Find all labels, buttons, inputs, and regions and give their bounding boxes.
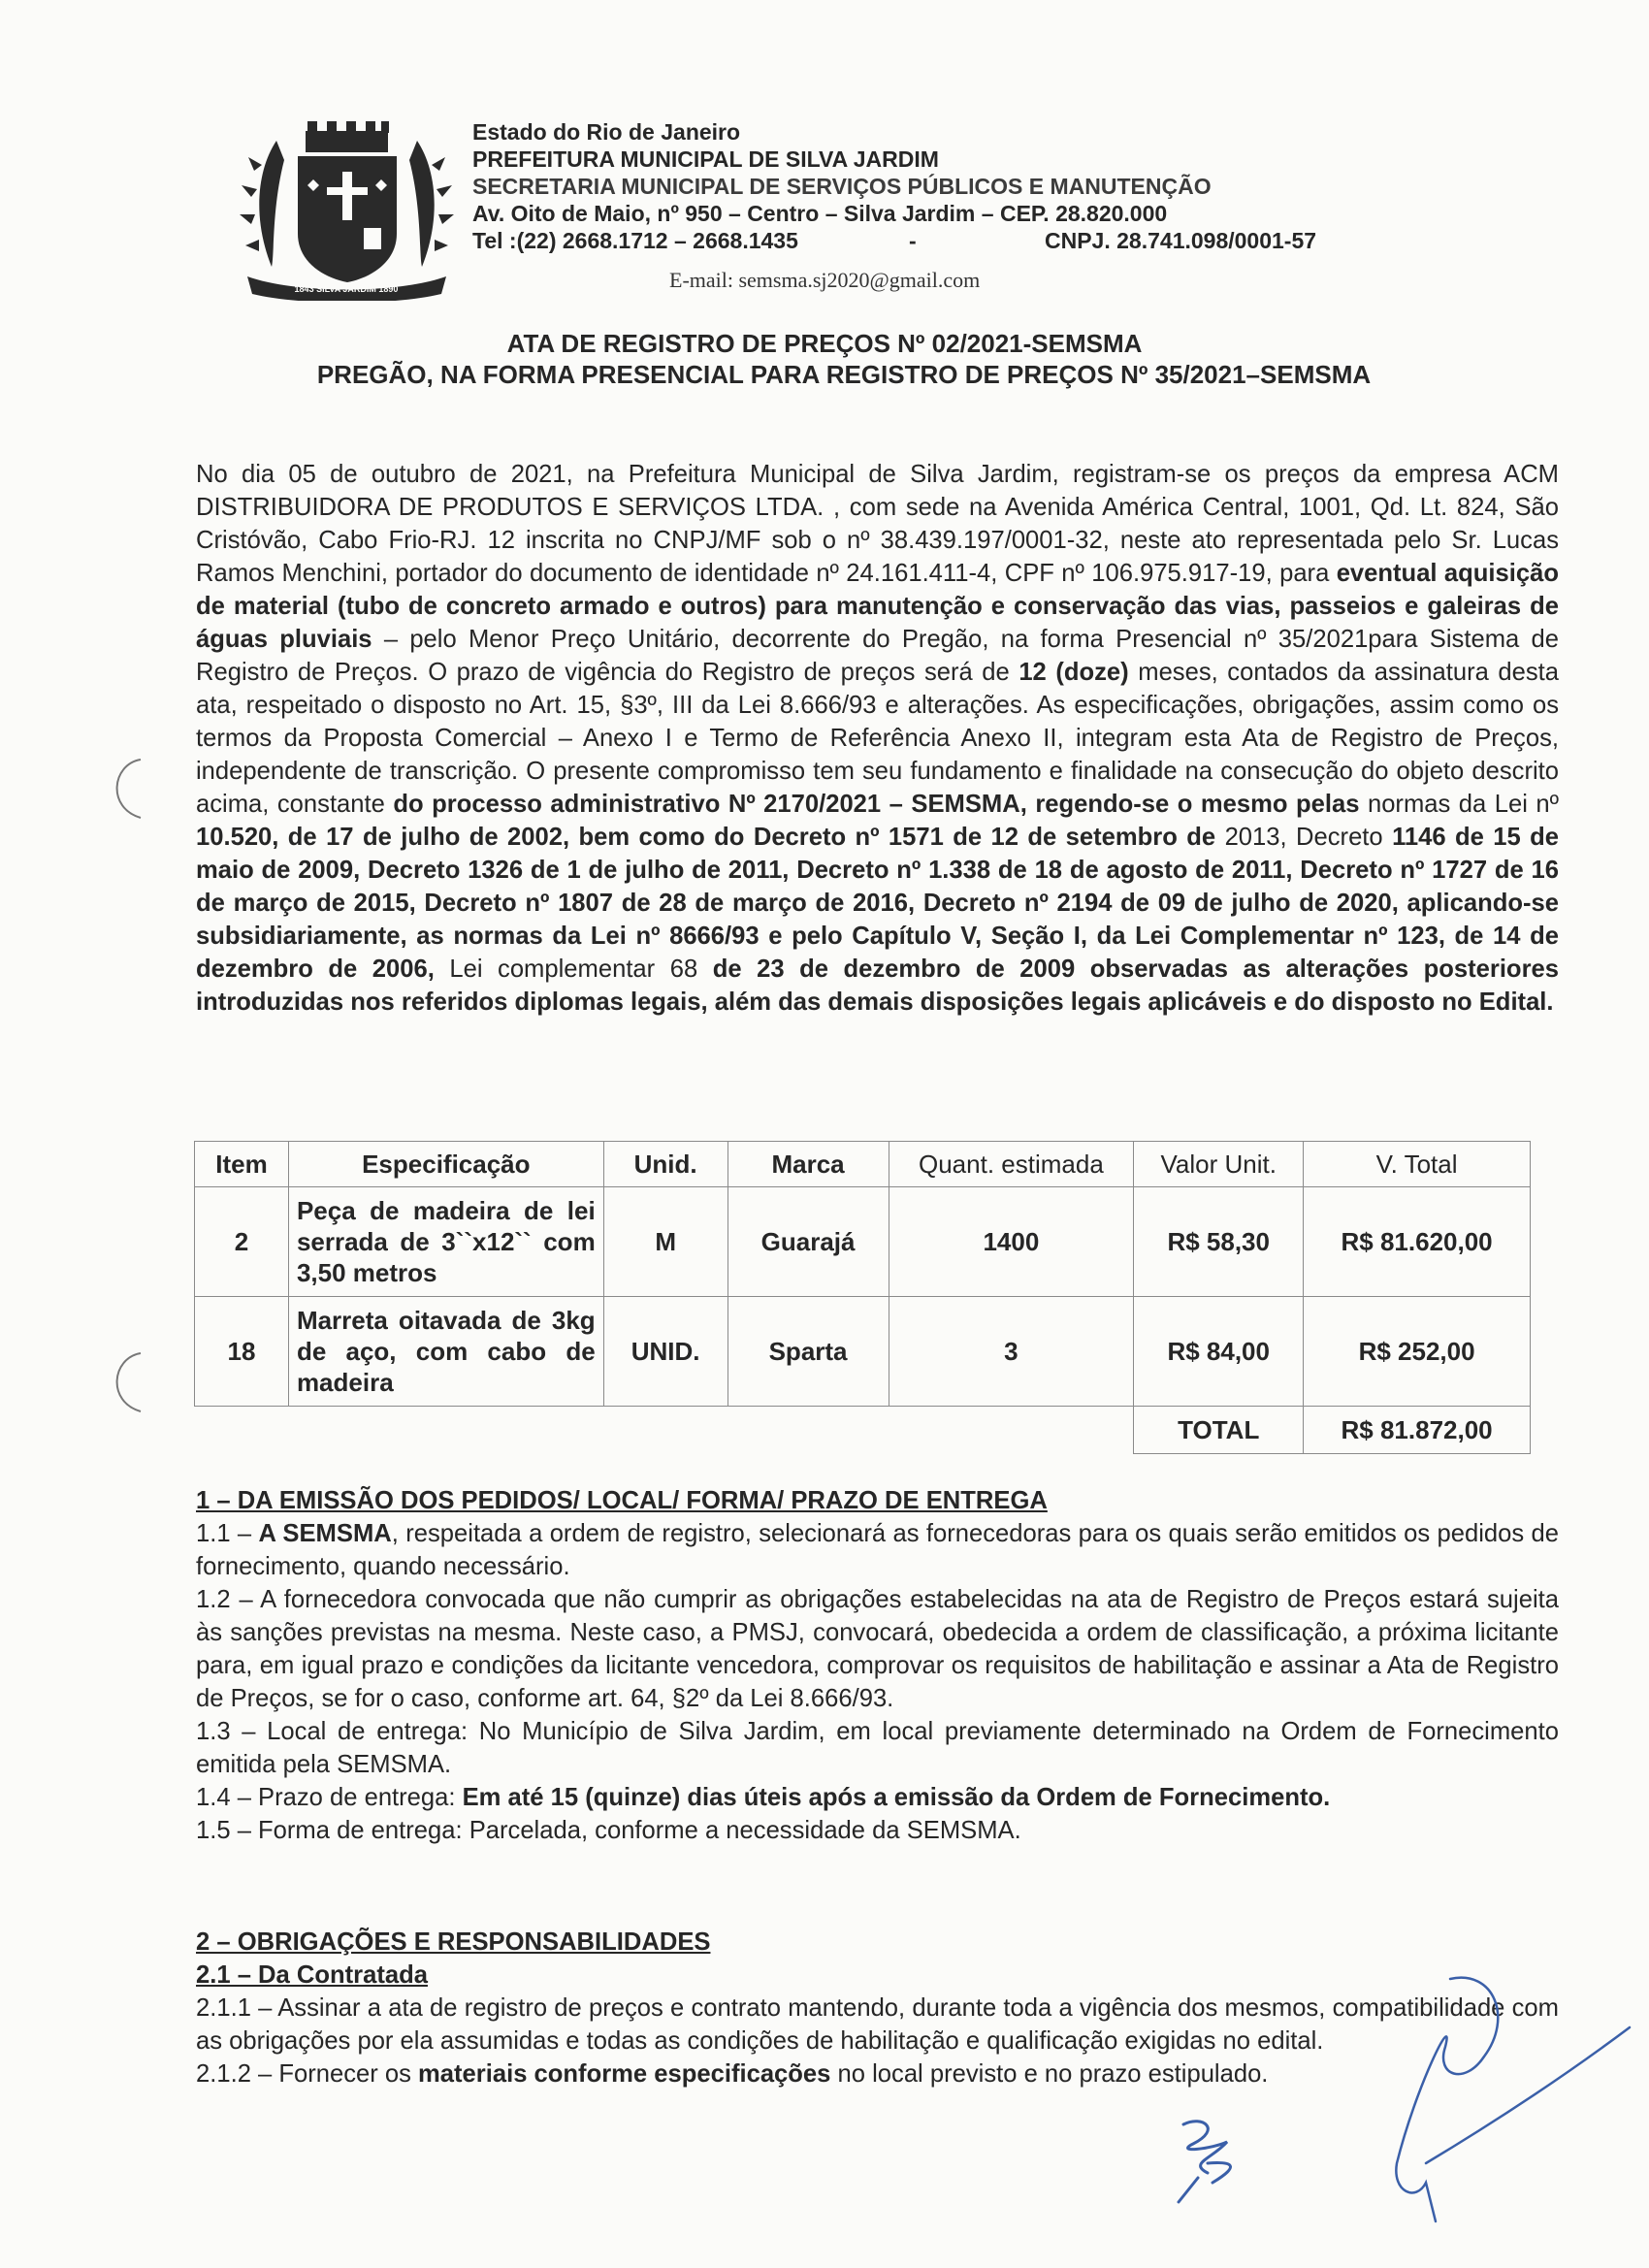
header-secretaria: SECRETARIA MUNICIPAL DE SERVIÇOS PÚBLICOS E MANUTENÇÃO: [472, 174, 1212, 199]
section-2-heading: 2 – OBRIGAÇÕES E RESPONSABILIDADES: [196, 1928, 711, 1956]
cell-brand: Guarajá: [728, 1187, 889, 1297]
signature-main: [1358, 1969, 1639, 2241]
section-2-subheading: 2.1 – Da Contratada: [196, 1961, 428, 1989]
table-row: [195, 1297, 1531, 1407]
intro-bold-2: 12 (doze): [1018, 659, 1129, 686]
header-contact-row: [472, 227, 1442, 254]
col-header-brand: Marca: [728, 1142, 889, 1187]
cell-total: R$ 252,00: [1304, 1297, 1531, 1407]
intro-text-3: meses, contados da assinatura desta ata, respeitado o disposto no Art. 15, §3º, III da Lei 8.666/93 e alterações. As especificações, obrigações, assim como os termos da Proposta Comercial – Anexo I e Termo de Referência Anexo II, integram esta Ata de Registro de Preços, independente de transcrição. O presente compromisso tem seu fundamento e finalidade na consecução do objeto descrito acima, constante: [196, 659, 1559, 818]
item-2-1-2-end: no local previsto e no prazo estipulado.: [830, 2060, 1269, 2088]
item-2-1-2-text: 2.1.2 – Fornecer os: [196, 2060, 419, 2088]
table-row: [195, 1187, 1531, 1297]
item-2-1-2-bold: materiais conforme especificações: [418, 2060, 831, 2088]
col-header-total: V. Total: [1304, 1142, 1531, 1187]
intro-text-1: No dia 05 de outubro de 2021, na Prefeitura Municipal de Silva Jardim, registram-se os preços da empresa ACM DISTRIBUIDORA DE PRODUTOS E SERVIÇOS LTDA. , com sede na Avenida América Central, 1001, Qd. Lt. 824, São Cristóvão, Cabo Frio-RJ. 12 inscrita no CNPJ/MF sob o nº 38.439.197/0001-32, neste ato representada pelo Sr. Lucas Ramos Menchini, portador do documento de identidade nº 24.161.411-4, CPF nº 106.975.917-19, para: [196, 461, 1559, 587]
cell-item: 2: [195, 1187, 289, 1297]
cell-item: 18: [195, 1297, 289, 1407]
intro-bold-3: do processo administrativo Nº 2170/2021 – SEMSMA, regendo-se o mesmo pelas: [393, 791, 1360, 818]
intro-text-4: normas da Lei nº: [1359, 791, 1559, 818]
cell-quantity: 3: [889, 1297, 1134, 1407]
section-2-item-1: 2.1.1 – Assinar a ata de registro de preços e contrato mantendo, durante toda a vigência dos mesmos, compatibilidade com as obrigações por ela assumidas e todas as condições de habilitação e qualificação exigidas no edital.: [196, 1994, 1559, 2055]
intro-bold-5: 1146 de 15 de maio de 2009, Decreto 1326 de 1 de julho de 2011, Decreto nº 1.338 de 18 de agosto de 2011, Decreto nº 1727 de 16 de março de 2015, Decreto nº 1807 de 28 de março de 2016, Decreto nº 2194 de 09 de julho de 2020, aplicando-se subsidiariamente, as normas da Lei nº 8666/93 e pelo Capítulo V, Seção I, da Lei Complementar nº 123, de 14 de dezembro de 2006,: [196, 824, 1560, 983]
punch-hole-mark: [102, 755, 150, 823]
section-1-heading: 1 – DA EMISSÃO DOS PEDIDOS/ LOCAL/ FORMA/ PRAZO DE ENTREGA: [196, 1487, 1048, 1514]
intro-text-6: Lei complementar 68: [434, 956, 713, 983]
section-1-item-5: 1.5 – Forma de entrega: Parcelada, conforme a necessidade da SEMSMA.: [196, 1817, 1021, 1844]
item-1-1-number: 1.1 –: [196, 1520, 259, 1547]
letterhead: [472, 118, 1442, 254]
table-header-row: [195, 1142, 1531, 1187]
section-2-item-2: [196, 2057, 1559, 2090]
cell-quantity: 1400: [889, 1187, 1134, 1297]
item-1-1-text: , respeitada a ordem de registro, selecionará as fornecedoras para os quais serão emitidos os pedidos de fornecimento, quando necessário.: [196, 1520, 1559, 1580]
header-prefeitura: PREFEITURA MUNICIPAL DE SILVA JARDIM: [472, 146, 939, 172]
section-1-item-1: [196, 1517, 1559, 1583]
cell-unit: M: [603, 1187, 728, 1297]
cell-spec: Peça de madeira de lei serrada de 3``x12`` com 3,50 metros: [288, 1187, 603, 1297]
intro-text-5: 2013, Decreto: [1215, 824, 1393, 851]
total-value: R$ 81.872,00: [1304, 1407, 1531, 1454]
intro-bold-6: de 23 de dezembro de 2009 observadas as alterações posteriores introduzidas nos referidos diplomas legais, além das demais disposições legais aplicáveis e do disposto no Edital.: [196, 956, 1559, 1016]
price-table: [194, 1141, 1531, 1454]
svg-text:1843 SILVA JARDIM 1890: 1843 SILVA JARDIM 1890: [294, 284, 399, 294]
cell-unit-value: R$ 58,30: [1134, 1187, 1304, 1297]
col-header-item: Item: [195, 1142, 289, 1187]
col-header-unit: Unid.: [603, 1142, 728, 1187]
header-state: Estado do Rio de Janeiro: [472, 119, 741, 145]
section-2: [196, 1926, 1559, 2090]
municipal-crest-logo: [238, 121, 456, 301]
header-dash: -: [909, 228, 917, 253]
section-1-item-3: 1.3 – Local de entrega: No Município de Silva Jardim, em local previamente determinado na Ordem de Fornecimento emitida pela SEMSMA.: [196, 1718, 1559, 1778]
intro-bold-4: 10.520, de 17 de julho de 2002, bem como do Decreto nº 1571 de 12 de setembro de: [196, 824, 1216, 851]
total-label: TOTAL: [1134, 1407, 1304, 1454]
section-1: [196, 1484, 1559, 1847]
document-subtitle: PREGÃO, NA FORMA PRESENCIAL PARA REGISTRO DE PREÇOS Nº 35/2021–SEMSMA: [316, 360, 1372, 389]
col-header-quantity: Quant. estimada: [889, 1142, 1134, 1187]
signature-initials: [1154, 2105, 1261, 2212]
cell-unit: UNID.: [603, 1297, 728, 1407]
document-title: ATA DE REGISTRO DE PREÇOS Nº 02/2021-SEMSMA: [506, 329, 1143, 358]
punch-hole-mark: [102, 1348, 150, 1416]
table-total-row: [195, 1407, 1531, 1454]
intro-paragraph: [196, 458, 1559, 1019]
intro-bold-1: eventual aquisição de material (tubo de concreto armado e outros) para manutenção e conservação das vias, passeios e galeiras de águas pluviais: [196, 560, 1559, 653]
cell-total: R$ 81.620,00: [1304, 1187, 1531, 1297]
item-1-1-bold: A SEMSMA: [258, 1520, 392, 1547]
cell-unit-value: R$ 84,00: [1134, 1297, 1304, 1407]
item-1-4-bold: Em até 15 (quinze) dias úteis após a emissão da Ordem de Fornecimento.: [462, 1784, 1331, 1811]
section-1-item-2: 1.2 – A fornecedora convocada que não cumprir as obrigações estabelecidas na ata de Registro de Preços estará sujeita às sanções previstas na mesma. Neste caso, a PMSJ, convocará, obedecida a ordem de classificação, a próxima licitante para, em igual prazo e condições da licitante vencedora, comprovar os requisitos de habilitação e assinar a Ata de Registro de Preços, se for o caso, conforme art. 64, §2º da Lei 8.666/93.: [196, 1586, 1559, 1712]
header-address: Av. Oito de Maio, nº 950 – Centro – Silva Jardim – CEP. 28.820.000: [472, 201, 1168, 226]
item-1-4-text: 1.4 – Prazo de entrega:: [196, 1784, 463, 1811]
header-cnpj: CNPJ. 28.741.098/0001-57: [1045, 228, 1317, 253]
total-spacer: [195, 1407, 1134, 1454]
header-email: E-mail: semsma.sj2020@gmail.com: [669, 268, 981, 292]
intro-text-2: – pelo Menor Preço Unitário, decorrente do Pregão, na forma Presencial nº 35/2021para Sistema de Registro de Preços. O prazo de vigência do Registro de preços será de: [196, 626, 1559, 686]
header-tel: Tel :(22) 2668.1712 – 2668.1435: [472, 228, 798, 253]
cell-brand: Sparta: [728, 1297, 889, 1407]
cell-spec: Marreta oitavada de 3kg de aço, com cabo de madeira: [288, 1297, 603, 1407]
section-1-item-4: [196, 1781, 1559, 1814]
col-header-spec: Especificação: [288, 1142, 603, 1187]
col-header-unit-value: Valor Unit.: [1134, 1142, 1304, 1187]
